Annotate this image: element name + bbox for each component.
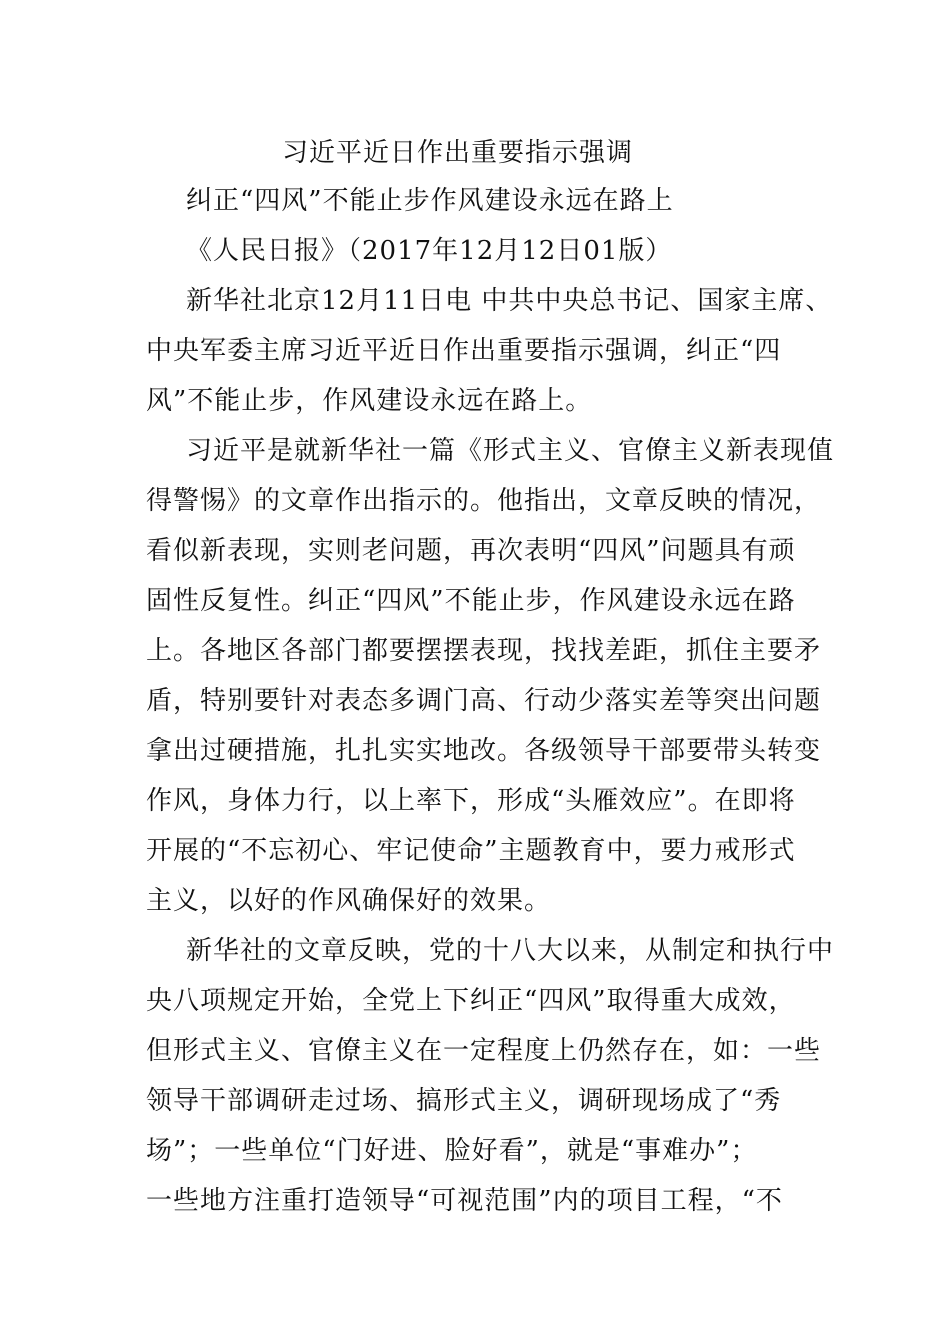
paragraph-line: 但形式主义、官僚主义在一定程度上仍然存在，如：一些 [146, 1036, 822, 1066]
paragraph-line: 开展的“不忘初心、牢记使命”主题教育中，要力戒形式 [146, 836, 796, 866]
document-title: 习近平近日作出重要指示强调 [282, 138, 634, 168]
paragraph-line: 风”不能止步，作风建设永远在路上。 [146, 386, 593, 416]
paragraph-line: 主义，以好的作风确保好的效果。 [146, 886, 552, 916]
paragraph-line: 看似新表现，实则老问题，再次表明“四风”问题具有顽 [146, 536, 796, 566]
paragraph-line: 得警惕》的文章作出指示的。他指出，文章反映的情况， [146, 486, 822, 516]
paragraph-line: 作风，身体力行，以上率下，形成“头雁效应”。在即将 [146, 786, 796, 816]
paragraph-line: 盾，特别要针对表态多调门高、行动少落实差等突出问题 [146, 686, 822, 716]
paragraph-line: 固性反复性。纠正“四风”不能止步，作风建设永远在路 [146, 586, 796, 616]
paragraph-line: 拿出过硬措施，扎扎实实地改。各级领导干部要带头转变 [146, 736, 822, 766]
paragraph-line: 一些地方注重打造领导“可视范围”内的项目工程，“不 [146, 1186, 783, 1216]
paragraph-line: 领导干部调研走过场、搞形式主义，调研现场成了“秀 [146, 1086, 782, 1116]
document-subtitle: 纠正“四风”不能止步作风建设永远在路上 [186, 186, 674, 216]
paragraph-line: 中央军委主席习近平近日作出重要指示强调，纠正“四 [146, 336, 782, 366]
paragraph-line: 上。各地区各部门都要摆摆表现，找找差距，抓住主要矛 [146, 636, 822, 666]
paragraph-line: 央八项规定开始，全党上下纠正“四风”取得重大成效， [146, 986, 796, 1016]
document-source: 《人民日报》（2017年12月12日01版） [186, 236, 673, 266]
paragraph-line: 新华社的文章反映，党的十八大以来，从制定和执行中 [186, 936, 835, 966]
paragraph-line: 新华社北京12月11日电 中共中央总书记、国家主席、 [186, 286, 833, 316]
paragraph-line: 习近平是就新华社一篇《形式主义、官僚主义新表现值 [186, 436, 835, 466]
paragraph-line: 场”；一些单位“门好进、脸好看”，就是“事难办”； [146, 1136, 758, 1166]
